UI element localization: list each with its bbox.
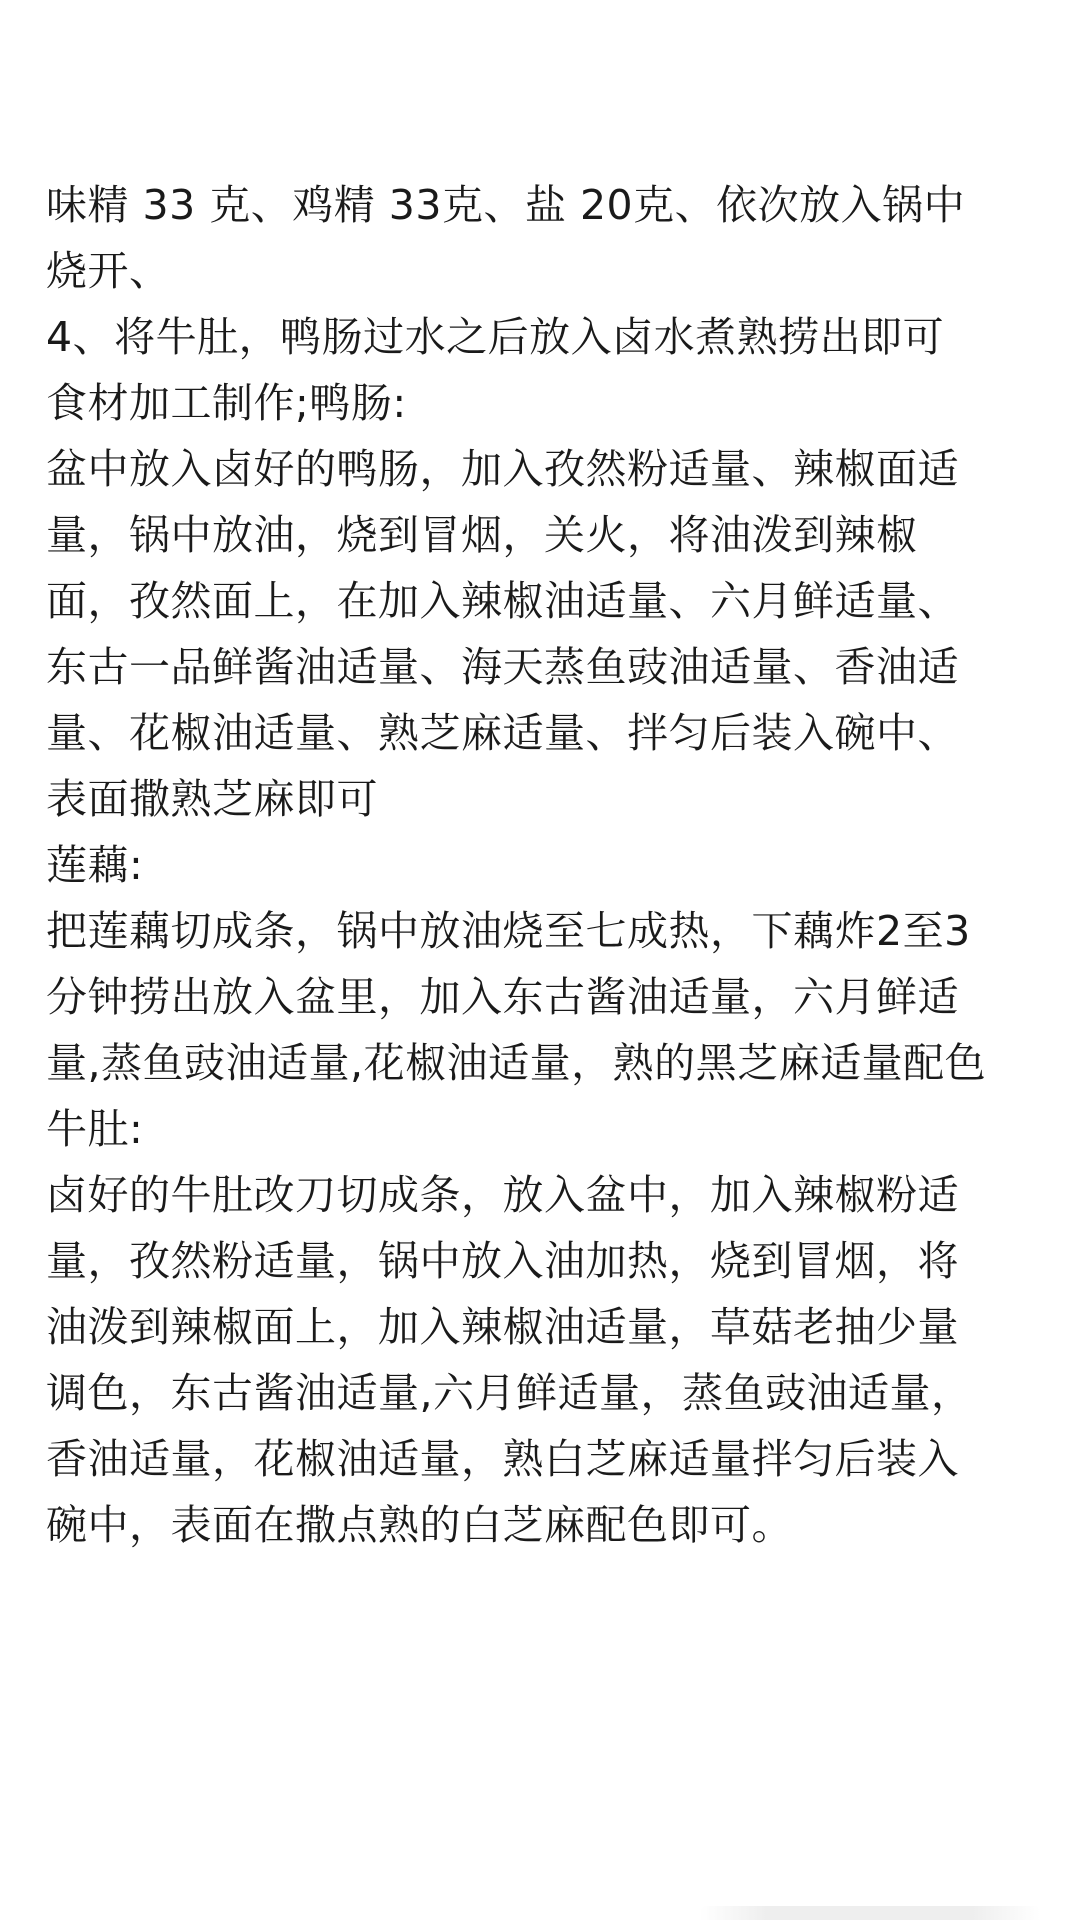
- text-line: 香油适量，花椒油适量，熟白芝麻适量拌匀后装入: [46, 1435, 959, 1483]
- text-line: 碗中，表面在撒点熟的白芝麻配色即可。: [46, 1501, 793, 1549]
- text-line: 油泼到辣椒面上，加入辣椒油适量，草菇老抽少量: [46, 1303, 959, 1351]
- bottom-edge-shadow: [700, 1906, 1040, 1920]
- section-heading-tripe: 牛肚:: [46, 1105, 144, 1153]
- section-heading-lotus-root: 莲藕:: [46, 841, 144, 889]
- text-line: 东古一品鲜酱油适量、海天蒸鱼豉油适量、香油适: [46, 643, 959, 691]
- text-line: 面，孜然面上，在加入辣椒油适量、六月鲜适量、: [46, 577, 959, 625]
- text-line: 盆中放入卤好的鸭肠，加入孜然粉适量、辣椒面适: [46, 445, 959, 493]
- text-line: 味精 33 克、鸡精 33克、盐 20克、依次放入锅中: [46, 181, 966, 229]
- text-line: 量，锅中放油，烧到冒烟，关火，将油泼到辣椒: [46, 511, 918, 559]
- text-line: 4、将牛肚，鸭肠过水之后放入卤水煮熟捞出即可: [46, 313, 945, 361]
- text-line: 烧开、: [46, 247, 171, 295]
- text-line: 表面撒熟芝麻即可: [46, 775, 378, 823]
- text-line: 调色，东古酱油适量,六月鲜适量，蒸鱼豉油适量，: [46, 1369, 973, 1417]
- text-line: 分钟捞出放入盆里，加入东古酱油适量，六月鲜适: [46, 973, 959, 1021]
- text-line: 量，孜然粉适量，锅中放入油加热，烧到冒烟，将: [46, 1237, 959, 1285]
- text-line: 量、花椒油适量、熟芝麻适量、拌匀后装入碗中、: [46, 709, 959, 757]
- text-line: 把莲藕切成条，锅中放油烧至七成热，下藕炸2至3: [46, 907, 971, 955]
- text-line: 卤好的牛肚改刀切成条，放入盆中，加入辣椒粉适: [46, 1171, 959, 1219]
- recipe-text: [46, 172, 1056, 1558]
- text-line: 食材加工制作;鸭肠:: [46, 379, 407, 427]
- text-line: 量,蒸鱼豉油适量,花椒油适量，熟的黑芝麻适量配色: [46, 1039, 987, 1087]
